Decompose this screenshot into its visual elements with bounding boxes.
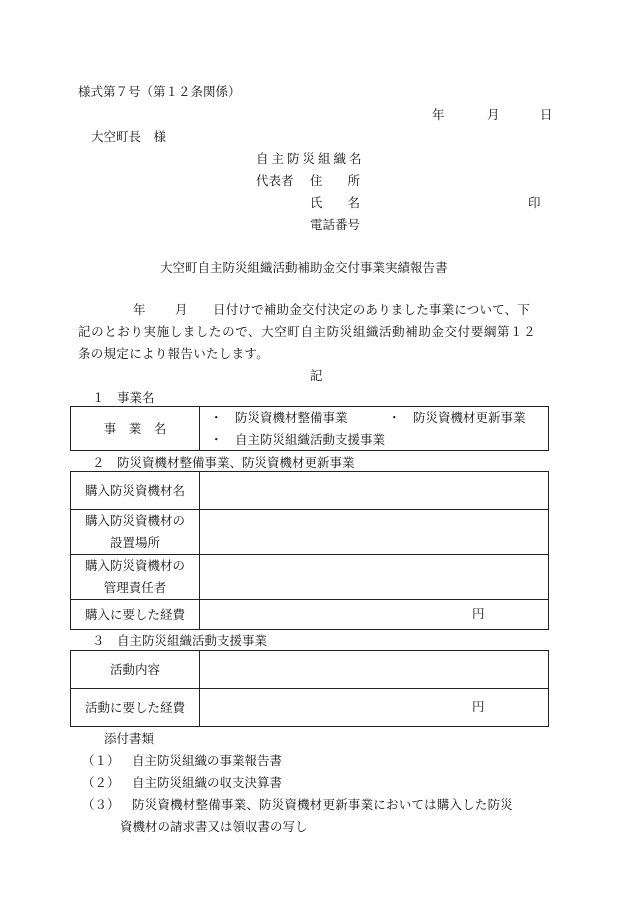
date-day: 日 bbox=[540, 107, 553, 122]
manager-label bbox=[71, 555, 200, 600]
activity-cost-value bbox=[200, 689, 549, 727]
address-label: 住 所 bbox=[310, 173, 361, 188]
attachments-heading: 添付書類 bbox=[104, 731, 155, 746]
name-label: 氏 名 bbox=[310, 195, 361, 210]
representative-label: 代表者 bbox=[256, 173, 294, 188]
section1-heading: １ 事業名 bbox=[92, 390, 155, 405]
purchase-cost-label: 購入に要した経費 bbox=[71, 600, 200, 630]
attachment3-line2: 資機材の請求書又は領収書の写し bbox=[120, 819, 308, 834]
phone-label: 電話番号 bbox=[310, 217, 361, 232]
manager-line1: 購入防災資機材の bbox=[84, 558, 185, 573]
equipment-name-label: 購入防災資機材名 bbox=[71, 472, 200, 510]
installation-location-value bbox=[200, 510, 549, 555]
equipment-name-value bbox=[200, 472, 549, 510]
activity-cost-label: 活動に要した経費 bbox=[71, 689, 200, 727]
option-activity-support: ・ 自主防災組織活動支援事業 bbox=[210, 432, 386, 447]
date-year: 年 bbox=[432, 107, 445, 122]
document-title: 大空町自主防災組織活動補助金交付事業実績報告書 bbox=[160, 260, 448, 275]
manager-line2: 管理責任者 bbox=[103, 580, 167, 595]
body-year: 年 bbox=[133, 302, 146, 317]
attachment2-text: 自主防災組織の収支決算書 bbox=[132, 775, 283, 790]
section1-table bbox=[70, 406, 549, 451]
purchase-cost-value bbox=[200, 600, 549, 630]
attachment1-text: 自主防災組織の事業報告書 bbox=[132, 753, 283, 768]
section3-heading: ３ 自主防災組織活動支援事業 bbox=[92, 633, 268, 648]
body-month: 月 bbox=[175, 302, 188, 317]
attachment2-number: （２） bbox=[82, 775, 120, 790]
body-line2: 記のとおり実施しましたので、大空町自主防災組織活動補助金交付要綱第１２ bbox=[78, 324, 537, 339]
purchase-cost-yen: 円 bbox=[472, 606, 485, 621]
date-month: 月 bbox=[487, 107, 500, 122]
installation-location-line2: 設置場所 bbox=[109, 535, 160, 550]
body-line3: 条の規定により報告いたします。 bbox=[78, 346, 270, 361]
installation-location-label bbox=[71, 510, 200, 555]
activity-content-value bbox=[200, 651, 549, 689]
manager-value bbox=[200, 555, 549, 600]
project-options-cell bbox=[200, 407, 549, 451]
activity-content-label: 活動内容 bbox=[71, 651, 200, 689]
form-number: 様式第７号（第１２条関係） bbox=[78, 84, 241, 99]
option-equipment-maintenance: ・ 防災資機材整備事業 bbox=[210, 410, 348, 425]
section2-heading: ２ 防災資機材整備事業、防災資機材更新事業 bbox=[92, 455, 355, 470]
installation-location-line1: 購入防災資機材の bbox=[84, 513, 185, 528]
section2-table bbox=[70, 471, 549, 630]
section3-table bbox=[70, 650, 549, 727]
attachment1-number: （１） bbox=[82, 753, 120, 768]
org-name-label: 自主防災組織名 bbox=[256, 151, 365, 166]
attachment3-number: （３） bbox=[82, 797, 120, 812]
body-line1: 日付けで補助金交付決定のありました事業について、下 bbox=[213, 302, 531, 317]
activity-cost-yen: 円 bbox=[472, 699, 485, 714]
attachment3-line1: 防災資機材整備事業、防災資機材更新事業においては購入した防災 bbox=[132, 797, 514, 812]
addressee: 大空町長 様 bbox=[91, 129, 167, 144]
project-name-label: 事 業 名 bbox=[71, 407, 200, 451]
ki-mark: 記 bbox=[310, 368, 323, 383]
seal-mark: 印 bbox=[528, 195, 541, 210]
option-equipment-renewal: ・ 防災資機材更新事業 bbox=[388, 410, 526, 425]
